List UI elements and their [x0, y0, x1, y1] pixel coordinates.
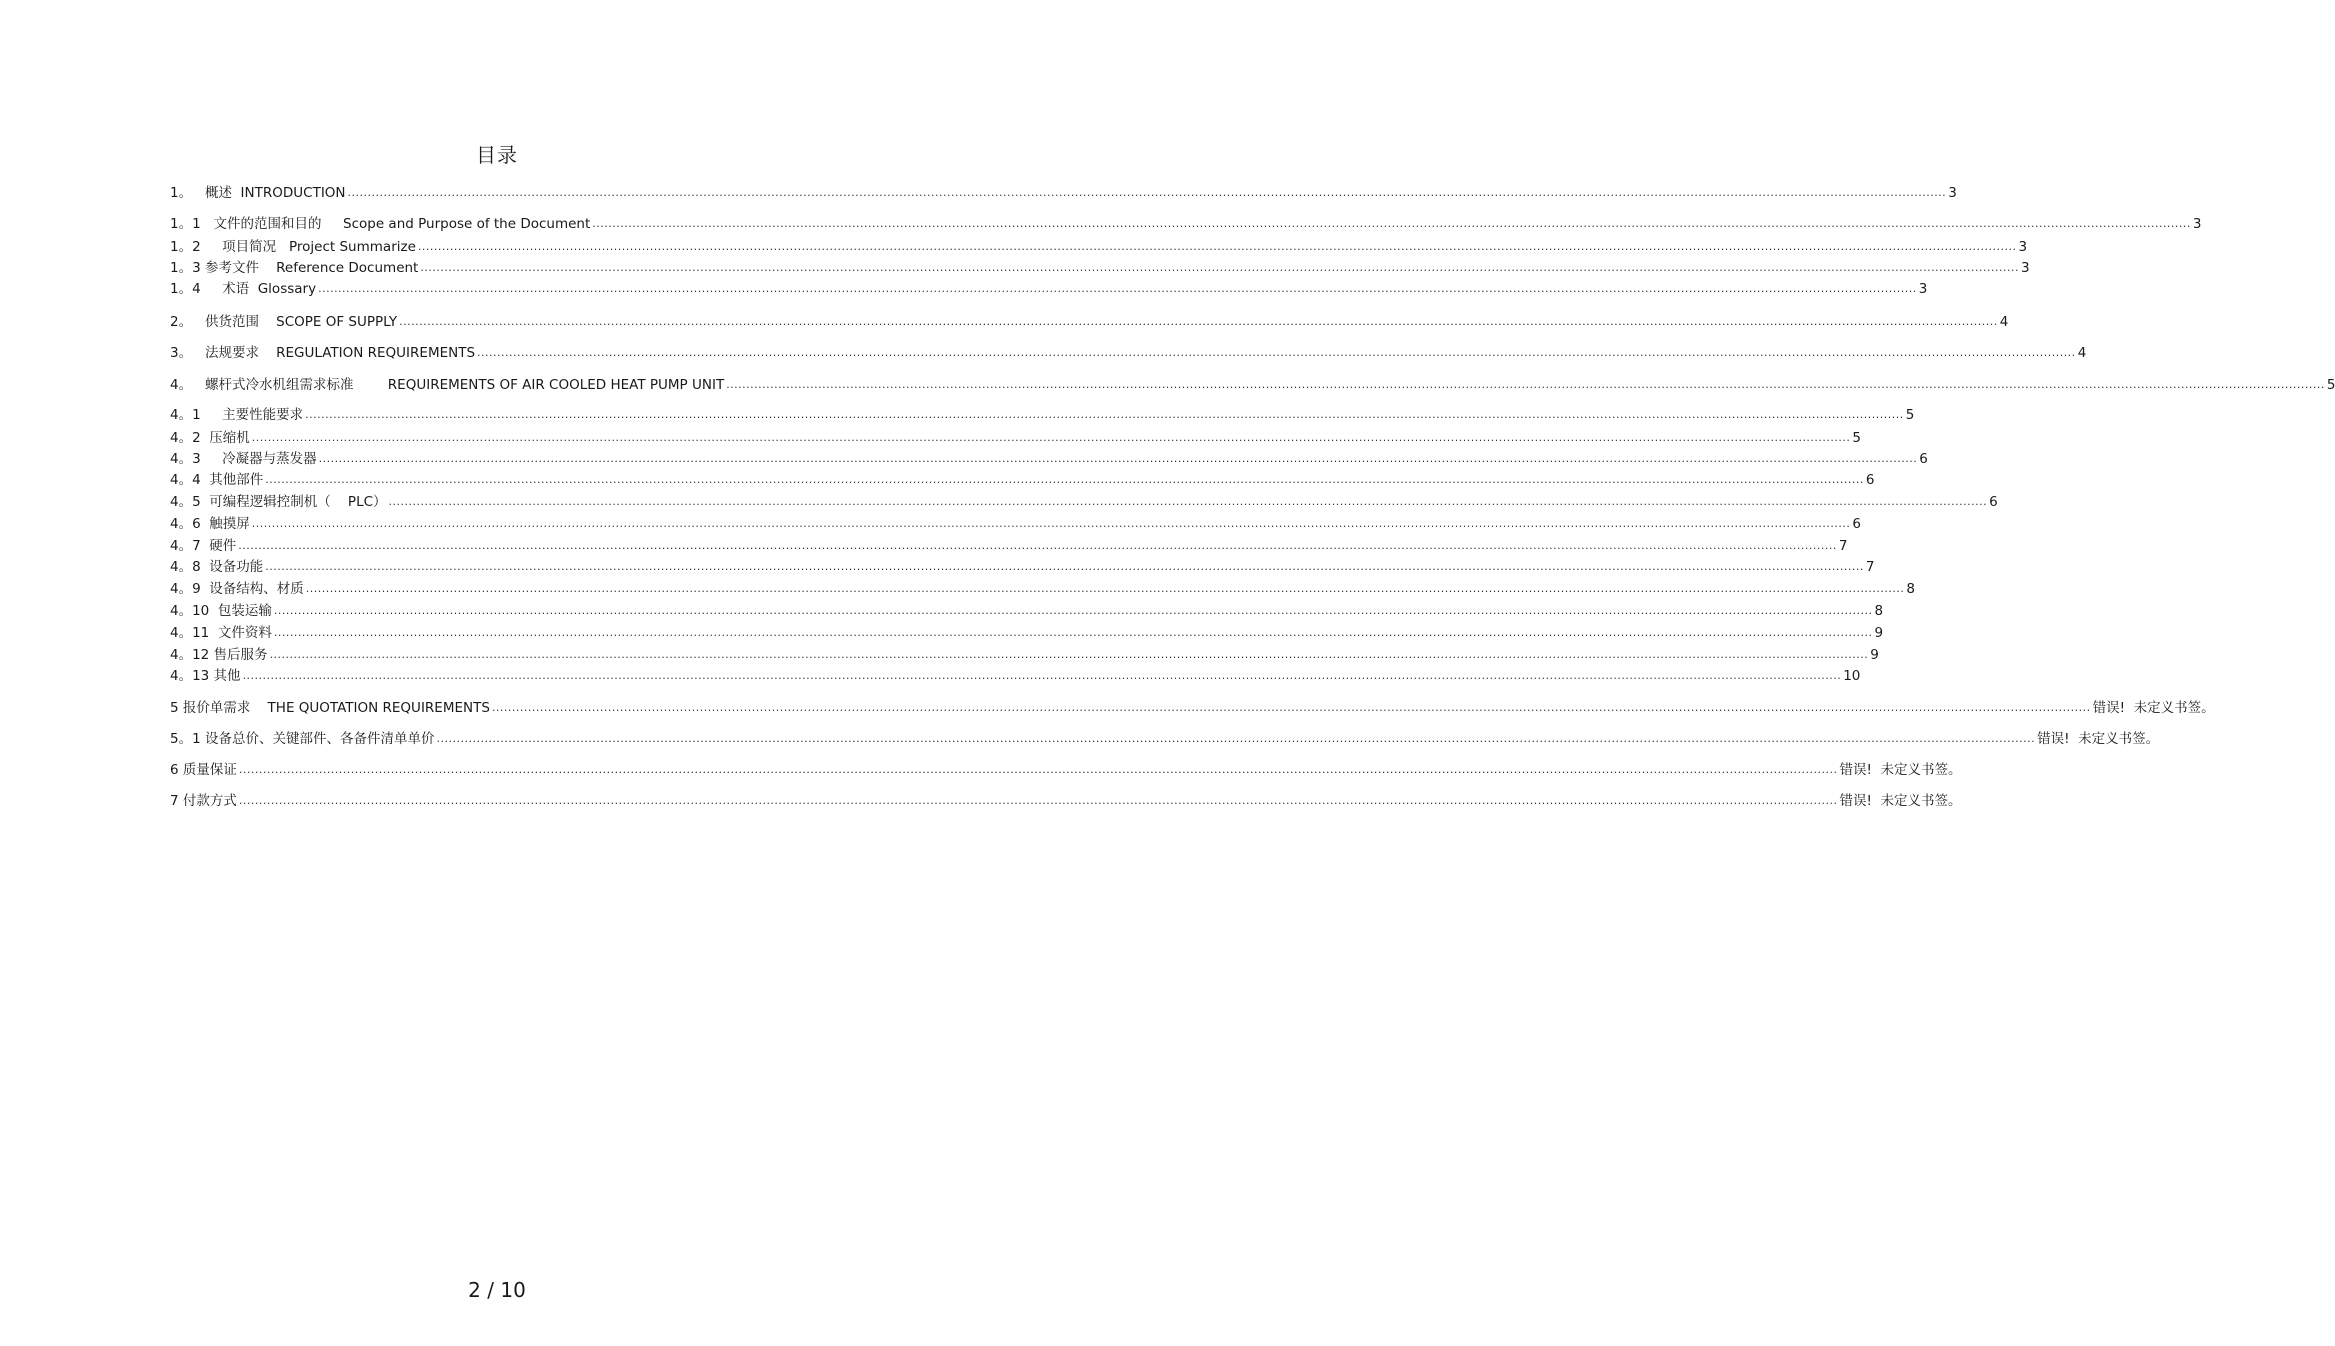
- toc-leader: ................................................................................................................................................................................................................................................................................................................................................................................................................: [399, 315, 1998, 328]
- toc-entry[interactable]: [170, 256, 2030, 276]
- toc-leader: ................................................................................................................................................................................................................................................................................................................................................................................................................: [242, 669, 1842, 682]
- toc-entry[interactable]: [170, 643, 1879, 663]
- toc-entry-page: 3: [1918, 281, 1928, 297]
- toc-entry[interactable]: [170, 534, 1848, 554]
- toc-entry-page: 6: [1852, 516, 1861, 532]
- toc-entry[interactable]: [170, 403, 1915, 423]
- toc-entry-page: 4: [2077, 345, 2087, 361]
- toc-entry-label: 4。7 硬件: [170, 538, 237, 554]
- toc-entry[interactable]: [170, 426, 1861, 446]
- toc-entry-label: 4。3 冷凝器与蒸发器: [170, 451, 317, 467]
- toc-entry-label: 4。6 触摸屏: [170, 516, 250, 532]
- toc-leader: ................................................................................................................................................................................................................................................................................................................................................................................................................: [726, 378, 2325, 391]
- toc-leader: ................................................................................................................................................................................................................................................................................................................................................................................................................: [388, 495, 1988, 508]
- toc-entry-label: 7 付款方式: [170, 793, 237, 809]
- toc-leader: ................................................................................................................................................................................................................................................................................................................................................................................................................: [265, 473, 1864, 486]
- toc-entry[interactable]: [170, 599, 1884, 619]
- toc-entry[interactable]: [170, 512, 1861, 532]
- toc-entry-page: 5: [2326, 377, 2335, 393]
- toc-entry-page: 错误! 未定义书签。: [1839, 762, 1962, 778]
- toc-entry-label: 4。9 设备结构、材质: [170, 581, 304, 597]
- toc-leader: ................................................................................................................................................................................................................................................................................................................................................................................................................: [265, 560, 1864, 573]
- toc-entry-page: 错误! 未定义书签。: [2037, 731, 2160, 747]
- toc-entry[interactable]: [170, 341, 2087, 361]
- toc-entry-page: 6: [1989, 494, 1998, 510]
- toc-leader: ................................................................................................................................................................................................................................................................................................................................................................................................................: [491, 701, 2091, 714]
- toc-entry-page: 8: [1906, 581, 1915, 597]
- toc-leader: ................................................................................................................................................................................................................................................................................................................................................................................................................: [251, 431, 1851, 444]
- toc-entry-label: 4。10 包装运输: [170, 603, 272, 619]
- toc-leader: ................................................................................................................................................................................................................................................................................................................................................................................................................: [269, 648, 1869, 661]
- toc-leader: ................................................................................................................................................................................................................................................................................................................................................................................................................: [318, 452, 1918, 465]
- toc-leader: ................................................................................................................................................................................................................................................................................................................................................................................................................: [273, 604, 1873, 617]
- toc-entry[interactable]: [170, 373, 2335, 393]
- toc-leader: ................................................................................................................................................................................................................................................................................................................................................................................................................: [420, 261, 2019, 274]
- toc-entry[interactable]: [170, 235, 2028, 255]
- toc-entry[interactable]: [170, 696, 2215, 716]
- toc-entry-page: 7: [1838, 538, 1848, 554]
- toc-entry-page: 6: [1919, 451, 1928, 467]
- toc-leader: ................................................................................................................................................................................................................................................................................................................................................................................................................: [238, 539, 1837, 552]
- toc-entry-label: 5。1 设备总价、关键部件、各备件清单单价: [170, 731, 435, 747]
- toc-entry[interactable]: [170, 310, 2009, 330]
- toc-entry[interactable]: [170, 490, 1998, 510]
- toc-entry[interactable]: [170, 577, 1915, 597]
- toc-entry-label: 1。 概述 INTRODUCTION: [170, 185, 346, 201]
- toc-entry-page: 6: [1865, 472, 1875, 488]
- toc-entry-page: 8: [1874, 603, 1884, 619]
- toc-entry-label: 1。1 文件的范围和目的 Scope and Purpose of the Document: [170, 216, 591, 232]
- toc-entry-label: 1。3 参考文件 Reference Document: [170, 260, 419, 276]
- toc-title: 目录: [476, 143, 518, 167]
- toc-entry-label: 2。 供货范围 SCOPE OF SUPPLY: [170, 314, 398, 330]
- toc-leader: ................................................................................................................................................................................................................................................................................................................................................................................................................: [305, 408, 1904, 421]
- toc-entry[interactable]: [170, 555, 1875, 575]
- toc-entry[interactable]: [170, 621, 1884, 641]
- toc-entry[interactable]: [170, 727, 2160, 747]
- toc-entry-page: 错误! 未定义书签。: [1839, 793, 1962, 809]
- toc-entry-page: 3: [2018, 239, 2028, 255]
- toc-entry[interactable]: [170, 468, 1875, 488]
- page-number: 2 / 10: [468, 1278, 526, 1302]
- toc-entry-label: 5 报价单需求 THE QUOTATION REQUIREMENTS: [170, 700, 490, 716]
- toc-entry-label: 6 质量保证: [170, 762, 237, 778]
- toc-entry[interactable]: [170, 277, 1928, 297]
- toc-entry-page: 3: [2192, 216, 2202, 232]
- toc-leader: ................................................................................................................................................................................................................................................................................................................................................................................................................: [305, 582, 1905, 595]
- toc-leader: ................................................................................................................................................................................................................................................................................................................................................................................................................: [436, 732, 2036, 745]
- toc-entry-page: 9: [1874, 625, 1884, 641]
- toc-entry-page: 5: [1905, 407, 1915, 423]
- toc-leader: ................................................................................................................................................................................................................................................................................................................................................................................................................: [347, 186, 1947, 199]
- toc-entry-page: 10: [1843, 668, 1861, 684]
- toc-entry-label: 1。2 项目简况 Project Summarize: [170, 239, 416, 255]
- toc-entry-label: 4。12 售后服务: [170, 647, 268, 663]
- toc-leader: ................................................................................................................................................................................................................................................................................................................................................................................................................: [273, 626, 1873, 639]
- toc-entry-label: 4。2 压缩机: [170, 430, 250, 446]
- toc-entry-page: 错误! 未定义书签。: [2092, 700, 2215, 716]
- toc-entry[interactable]: [170, 664, 1861, 684]
- toc-entry-page: 7: [1865, 559, 1875, 575]
- toc-entry-label: 1。4 术语 Glossary: [170, 281, 317, 297]
- toc-entry-label: 3。 法规要求 REGULATION REQUIREMENTS: [170, 345, 476, 361]
- toc-entry-page: 3: [2021, 260, 2030, 276]
- toc-entry-page: 3: [1948, 185, 1957, 201]
- toc-entry[interactable]: [170, 212, 2202, 232]
- toc-entry-label: 4。4 其他部件: [170, 472, 264, 488]
- toc-leader: ................................................................................................................................................................................................................................................................................................................................................................................................................: [477, 346, 2076, 359]
- toc-leader: ................................................................................................................................................................................................................................................................................................................................................................................................................: [238, 763, 1838, 776]
- toc-entry-label: 4。 螺杆式冷水机组需求标准 REQUIREMENTS OF AIR COOLED HEAT PUMP UNIT: [170, 377, 725, 393]
- toc-entry-page: 5: [1852, 430, 1861, 446]
- toc-entry-label: 4。8 设备功能: [170, 559, 264, 575]
- toc-entry[interactable]: [170, 758, 1962, 778]
- toc-entry-label: 4。11 文件资料: [170, 625, 272, 641]
- toc-entry[interactable]: [170, 447, 1928, 467]
- toc-entry-label: 4。1 主要性能要求: [170, 407, 304, 423]
- toc-entry-label: 4。5 可编程逻辑控制机（ PLC）: [170, 494, 387, 510]
- toc-entry-page: 9: [1870, 647, 1879, 663]
- toc-entry-page: 4: [1999, 314, 2009, 330]
- toc-entry[interactable]: [170, 181, 1957, 201]
- toc-leader: ................................................................................................................................................................................................................................................................................................................................................................................................................: [318, 282, 1917, 295]
- toc-leader: ................................................................................................................................................................................................................................................................................................................................................................................................................: [251, 517, 1851, 530]
- toc-leader: ................................................................................................................................................................................................................................................................................................................................................................................................................: [417, 240, 2017, 253]
- toc-leader: ................................................................................................................................................................................................................................................................................................................................................................................................................: [592, 217, 2191, 230]
- toc-entry[interactable]: [170, 789, 1962, 809]
- toc-entry-label: 4。13 其他: [170, 668, 241, 684]
- toc-leader: ................................................................................................................................................................................................................................................................................................................................................................................................................: [238, 794, 1838, 807]
